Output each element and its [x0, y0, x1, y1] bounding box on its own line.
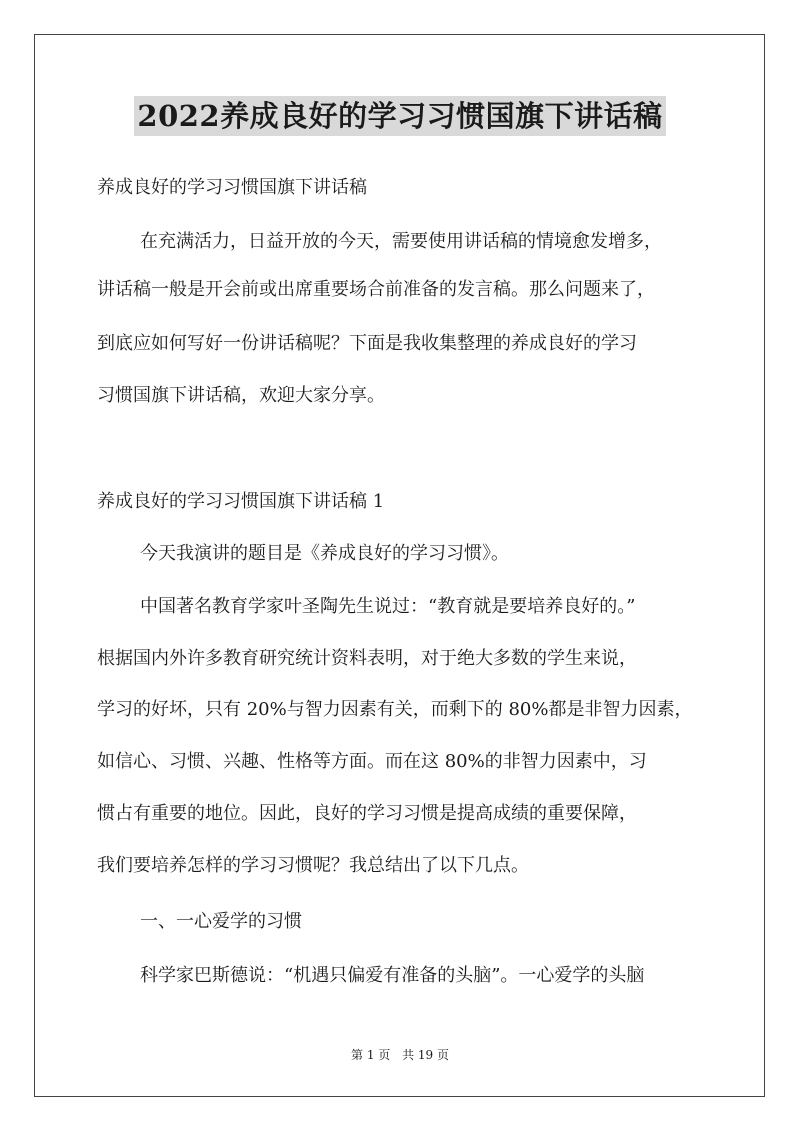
- paragraph-line-6: 我们要培养怎样的学习习惯呢？我总结出了以下几点。: [97, 855, 529, 876]
- title-container: [0, 96, 800, 136]
- paragraph-line-5: 惯占有重要的地位。因此，良好的学习习惯是提高成绩的重要保障，: [97, 803, 637, 824]
- paragraph-line-3: 学习的好坏，只有 20%与智力因素有关，而剩下的 80%都是非智力因素，: [97, 699, 693, 720]
- paragraph-line-1: 中国著名教育学家叶圣陶先生说过：“教育就是要培养良好的。”: [140, 596, 636, 617]
- speech-topic: 今天我演讲的题目是《养成良好的学习习惯》。: [140, 543, 509, 564]
- point-heading: 一、一心爱学的习惯: [140, 911, 302, 932]
- intro-line-2: 讲话稿一般是开会前或出席重要场合前准备的发言稿。那么问题来了，: [97, 279, 655, 300]
- page-footer: [0, 1047, 800, 1063]
- total-pages: 共 19 页: [402, 1048, 449, 1062]
- point-line: 科学家巴斯德说：“机遇只偏爱有准备的头脑”。一心爱学的头脑: [140, 965, 645, 986]
- paragraph-line-4: 如信心、习惯、兴趣、性格等方面。而在这 80%的非智力因素中，习: [97, 751, 647, 772]
- paragraph-line-2: 根据国内外许多教育研究统计资料表明，对于绝大多数的学生来说，: [97, 648, 637, 669]
- intro-line-4: 习惯国旗下讲话稿，欢迎大家分享。: [97, 385, 385, 406]
- section-heading: 养成良好的学习习惯国旗下讲话稿 1: [97, 491, 385, 512]
- intro-line-1: 在充满活力，日益开放的今天，需要使用讲话稿的情境愈发增多，: [140, 231, 662, 252]
- page-number: 第 1 页: [351, 1048, 391, 1062]
- document-title: 2022养成良好的学习习惯国旗下讲话稿: [134, 96, 665, 136]
- intro-line-3: 到底应如何写好一份讲话稿呢？下面是我收集整理的养成良好的学习: [97, 333, 637, 354]
- document-subtitle: 养成良好的学习习惯国旗下讲话稿: [97, 177, 367, 198]
